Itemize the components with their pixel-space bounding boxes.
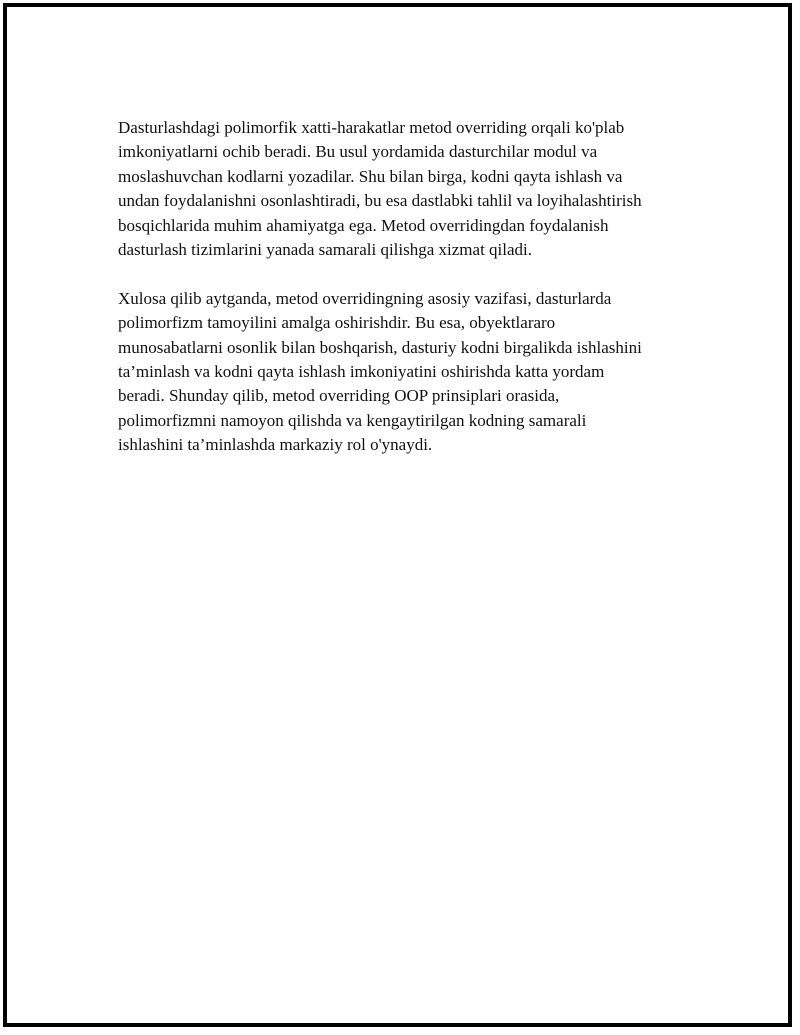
paragraph-line: moslashuvchan kodlarni yozadilar. Shu bilan birga, kodni qayta ishlash va [118, 166, 623, 186]
paragraph-line: dasturlash tizimlarini yanada samarali qilishga xizmat qiladi. [118, 240, 533, 260]
paragraph-polymorphism [118, 116, 698, 262]
paragraph-line: polimorfizmni namoyon qilishda va kengaytirilgan kodning samarali [118, 410, 587, 430]
paragraph-line: bosqichlarida muhim ahamiyatga ega. Metod overridingdan foydalanish [118, 215, 609, 235]
paragraph-line: ishlashini ta’minlashda markaziy rol o'ynaydi. [118, 435, 433, 455]
paragraph-conclusion [118, 287, 698, 458]
document-body [118, 116, 698, 458]
paragraph-line: ta’minlash va kodni qayta ishlash imkoniyatini oshirishda katta yordam [118, 362, 605, 382]
paragraph-line: Xulosa qilib aytganda, metod overridingning asosiy vazifasi, dasturlarda [118, 288, 612, 308]
paragraph-line: munosabatlarni osonlik bilan boshqarish, dasturiy kodni birgalikda ishlashini [118, 337, 642, 357]
paragraph-line: beradi. Shunday qilib, metod overriding OOP prinsiplari orasida, [118, 386, 560, 406]
paragraph-line: polimorfizm tamoyilini amalga oshirishdir. Bu esa, obyektlararo [118, 313, 556, 333]
paragraph-line: undan foydalanishni osonlashtiradi, bu esa dastlabki tahlil va loyihalashtirish [118, 191, 642, 211]
paragraph-line: Dasturlashdagi polimorfik xatti-harakatlar metod overriding orqali ko'plab [118, 118, 625, 137]
paragraph-line: imkoniyatlarni ochib beradi. Bu usul yordamida dasturchilar modul va [118, 142, 598, 162]
